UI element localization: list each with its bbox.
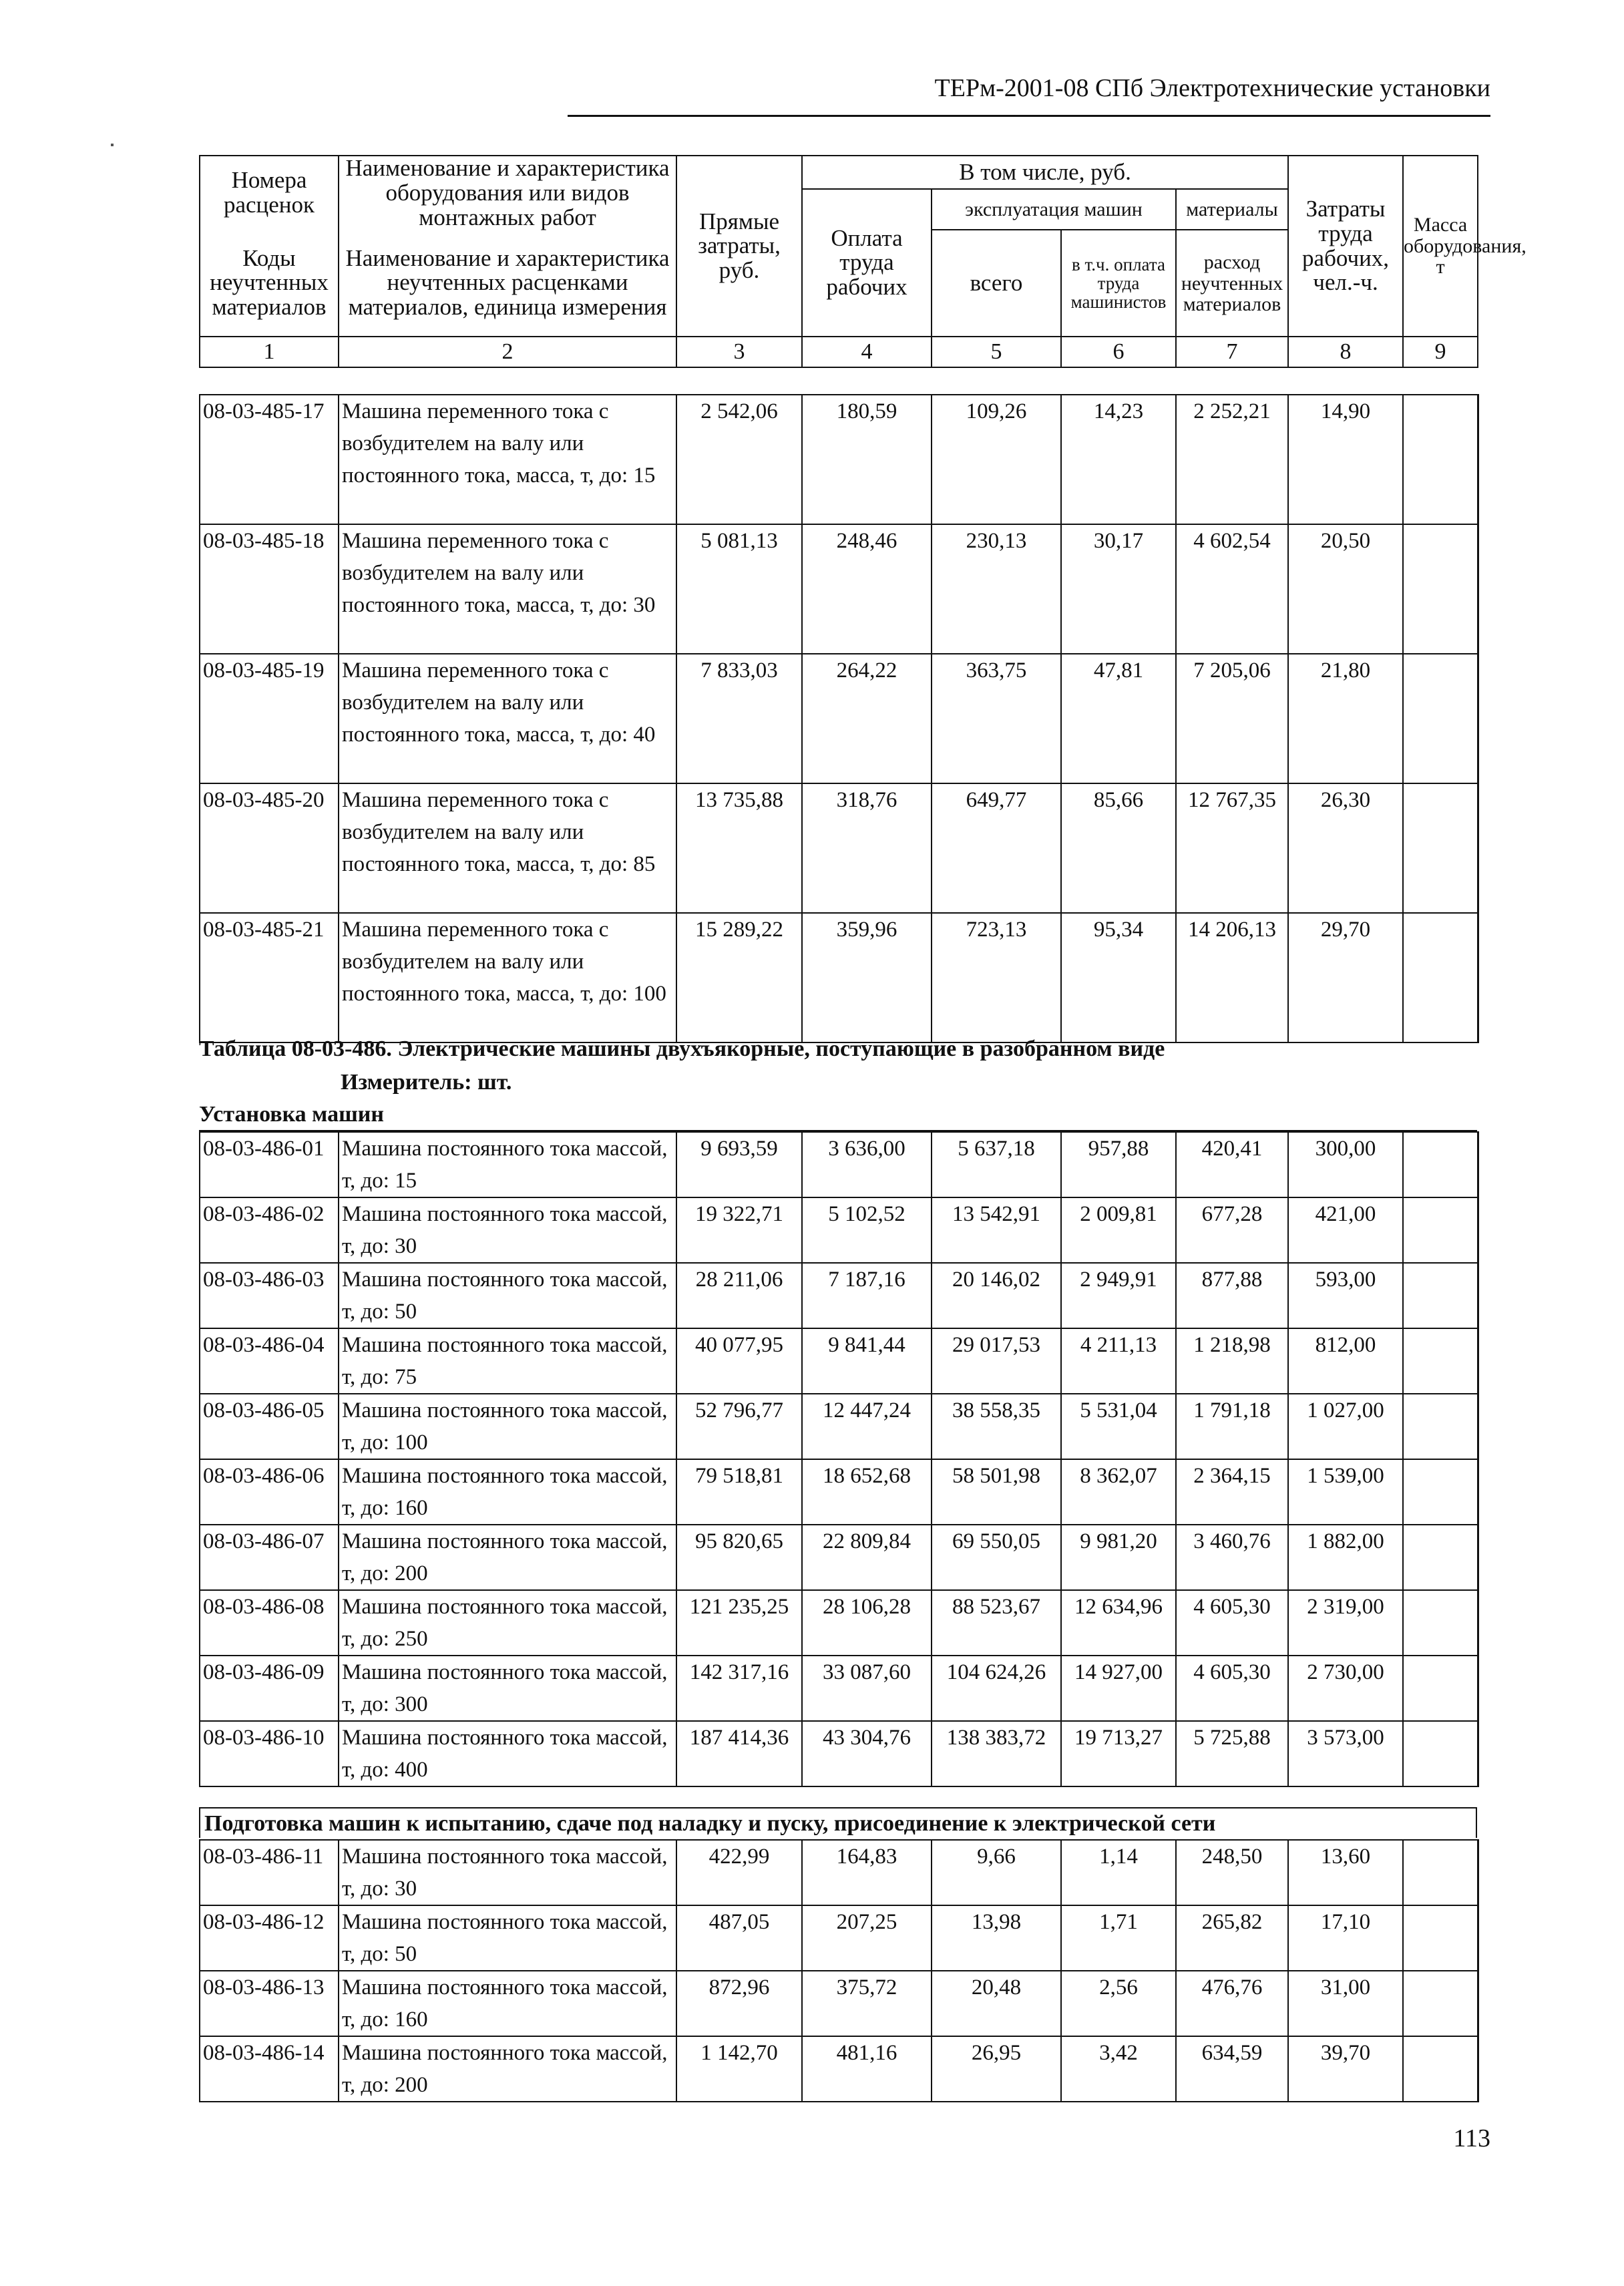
rate-description: Машина переменного тока с возбудителем на валу или постоянного тока, масса, т, до: 30: [339, 524, 676, 654]
rate-description: Машина постоянного тока массой, т, до: 30: [339, 1840, 676, 1905]
labor-hours: 13,60: [1288, 1840, 1403, 1905]
rate-description: Машина постоянного тока массой, т, до: 75: [339, 1328, 676, 1394]
equipment-mass: [1403, 913, 1478, 1042]
equipment-mass: [1403, 1132, 1478, 1197]
machinist-labor: 85,66: [1061, 783, 1176, 913]
table-row: [200, 1971, 1478, 2036]
machine-cost: 649,77: [932, 783, 1061, 913]
table-row: [200, 654, 1478, 783]
machinist-labor: 1,71: [1061, 1905, 1176, 1971]
col-header-machines: эксплуатация машин: [932, 189, 1176, 230]
header-rule: [568, 115, 1490, 117]
direct-cost: 28 211,06: [676, 1263, 802, 1328]
labor-hours: 29,70: [1288, 913, 1403, 1042]
materials-cost: 1 218,98: [1176, 1328, 1288, 1394]
labor-cost: 33 087,60: [802, 1656, 932, 1721]
machine-cost: 13 542,91: [932, 1197, 1061, 1263]
page-header-title: ТЕРм-2001-08 СПб Электротехнические установки: [934, 74, 1490, 102]
section-heading-prep: Подготовка машин к испытанию, сдаче под наладку и пуску, присоединение к электрической сети: [199, 1807, 1477, 1838]
machinist-labor: 9 981,20: [1061, 1525, 1176, 1590]
materials-cost: 4 605,30: [1176, 1590, 1288, 1656]
materials-cost: 420,41: [1176, 1132, 1288, 1197]
table-caption: Таблица 08-03-486. Электрические машины двухъякорные, поступающие в разобранном виде: [199, 1036, 1165, 1061]
labor-cost: 9 841,44: [802, 1328, 932, 1394]
equipment-mass: [1403, 2036, 1478, 2102]
direct-cost: 872,96: [676, 1971, 802, 2036]
equipment-mass: [1403, 1840, 1478, 1905]
rate-description: Машина постоянного тока массой, т, до: 100: [339, 1394, 676, 1459]
direct-cost: 187 414,36: [676, 1721, 802, 1786]
rate-code: 08-03-486-10: [200, 1721, 339, 1786]
col-header-unaccounted: расход неучтенных материалов: [1176, 230, 1288, 337]
labor-cost: 18 652,68: [802, 1459, 932, 1525]
labor-hours: 1 882,00: [1288, 1525, 1403, 1590]
machine-cost: 5 637,18: [932, 1132, 1061, 1197]
machinist-labor: 47,81: [1061, 654, 1176, 783]
machine-cost: 9,66: [932, 1840, 1061, 1905]
col-number: 9: [1403, 337, 1478, 367]
materials-cost: 5 725,88: [1176, 1721, 1288, 1786]
direct-cost: 52 796,77: [676, 1394, 802, 1459]
direct-cost: 7 833,03: [676, 654, 802, 783]
machinist-labor: 5 531,04: [1061, 1394, 1176, 1459]
machine-cost: 20 146,02: [932, 1263, 1061, 1328]
col-header-direct: Прямые затраты, руб.: [676, 156, 802, 337]
direct-cost: 15 289,22: [676, 913, 802, 1042]
col-header-mach-labor: в т.ч. оплата труда машинистов: [1061, 230, 1176, 337]
direct-cost: 2 542,06: [676, 395, 802, 524]
materials-cost: 7 205,06: [1176, 654, 1288, 783]
labor-hours: 421,00: [1288, 1197, 1403, 1263]
rate-description: Машина постоянного тока массой, т, до: 160: [339, 1459, 676, 1525]
materials-cost: 3 460,76: [1176, 1525, 1288, 1590]
machinist-labor: 2 949,91: [1061, 1263, 1176, 1328]
materials-cost: 476,76: [1176, 1971, 1288, 2036]
machine-cost: 88 523,67: [932, 1590, 1061, 1656]
rate-description: Машина постоянного тока массой, т, до: 250: [339, 1590, 676, 1656]
labor-hours: 1 027,00: [1288, 1394, 1403, 1459]
direct-cost: 121 235,25: [676, 1590, 802, 1656]
materials-cost: 2 252,21: [1176, 395, 1288, 524]
table-row: [200, 395, 1478, 524]
labor-hours: 812,00: [1288, 1328, 1403, 1394]
table-486-install: [199, 1131, 1479, 1787]
col-header-labor: Оплата труда рабочих: [802, 189, 932, 337]
rate-description: Машина постоянного тока массой, т, до: 50: [339, 1263, 676, 1328]
machine-cost: 104 624,26: [932, 1656, 1061, 1721]
labor-hours: 39,70: [1288, 2036, 1403, 2102]
materials-cost: 248,50: [1176, 1840, 1288, 1905]
rate-code: 08-03-486-03: [200, 1263, 339, 1328]
machinist-labor: 957,88: [1061, 1132, 1176, 1197]
col-header-group: В том числе, руб.: [802, 156, 1288, 189]
direct-cost: 5 081,13: [676, 524, 802, 654]
machinist-labor: 2 009,81: [1061, 1197, 1176, 1263]
materials-cost: 4 605,30: [1176, 1656, 1288, 1721]
col-number: 4: [802, 337, 932, 367]
rate-code: 08-03-486-07: [200, 1525, 339, 1590]
rate-code: 08-03-486-12: [200, 1905, 339, 1971]
table-row: [200, 1656, 1478, 1721]
labor-hours: 300,00: [1288, 1132, 1403, 1197]
machine-cost: 38 558,35: [932, 1394, 1061, 1459]
machinist-labor: 14 927,00: [1061, 1656, 1176, 1721]
table-485: [199, 394, 1479, 1043]
equipment-mass: [1403, 1590, 1478, 1656]
direct-cost: 9 693,59: [676, 1132, 802, 1197]
labor-cost: 359,96: [802, 913, 932, 1042]
equipment-mass: [1403, 1263, 1478, 1328]
labor-hours: 2 319,00: [1288, 1590, 1403, 1656]
machine-cost: 26,95: [932, 2036, 1061, 2102]
col-number: 8: [1288, 337, 1403, 367]
table-row: [200, 913, 1478, 1042]
machinist-labor: 4 211,13: [1061, 1328, 1176, 1394]
direct-cost: 142 317,16: [676, 1656, 802, 1721]
labor-hours: 1 539,00: [1288, 1459, 1403, 1525]
col-header-name: Наименование и характеристика оборудования или видов монтажных работ: [339, 156, 676, 230]
rate-code: 08-03-486-01: [200, 1132, 339, 1197]
direct-cost: 422,99: [676, 1840, 802, 1905]
table-row: [200, 2036, 1478, 2102]
labor-hours: 17,10: [1288, 1905, 1403, 1971]
equipment-mass: [1403, 1525, 1478, 1590]
table-meter: Измеритель: шт.: [341, 1070, 512, 1095]
rate-code: 08-03-485-20: [200, 783, 339, 913]
rate-code: 08-03-486-05: [200, 1394, 339, 1459]
table-row: [200, 1721, 1478, 1786]
labor-cost: 264,22: [802, 654, 932, 783]
materials-cost: 14 206,13: [1176, 913, 1288, 1042]
equipment-mass: [1403, 1394, 1478, 1459]
machinist-labor: 2,56: [1061, 1971, 1176, 2036]
materials-cost: 4 602,54: [1176, 524, 1288, 654]
labor-hours: 2 730,00: [1288, 1656, 1403, 1721]
equipment-mass: [1403, 654, 1478, 783]
rate-code: 08-03-486-06: [200, 1459, 339, 1525]
rate-code: 08-03-486-13: [200, 1971, 339, 2036]
labor-cost: 375,72: [802, 1971, 932, 2036]
labor-cost: 164,83: [802, 1840, 932, 1905]
machinist-labor: 14,23: [1061, 395, 1176, 524]
col-number: 5: [932, 337, 1061, 367]
labor-cost: 22 809,84: [802, 1525, 932, 1590]
materials-cost: 877,88: [1176, 1263, 1288, 1328]
machine-cost: 109,26: [932, 395, 1061, 524]
col-number: 2: [339, 337, 676, 367]
col-header-materials: материалы: [1176, 189, 1288, 230]
rate-description: Машина постоянного тока массой, т, до: 200: [339, 1525, 676, 1590]
page-number: 113: [1453, 2124, 1490, 2152]
equipment-mass: [1403, 1328, 1478, 1394]
labor-cost: 3 636,00: [802, 1132, 932, 1197]
table-row: [200, 1328, 1478, 1394]
rate-description: Машина постоянного тока массой, т, до: 30: [339, 1197, 676, 1263]
machinist-labor: 8 362,07: [1061, 1459, 1176, 1525]
labor-hours: 31,00: [1288, 1971, 1403, 2036]
equipment-mass: [1403, 395, 1478, 524]
machine-cost: 138 383,72: [932, 1721, 1061, 1786]
rate-description: Машина постоянного тока массой, т, до: 400: [339, 1721, 676, 1786]
rate-code: 08-03-485-21: [200, 913, 339, 1042]
table-row: [200, 1197, 1478, 1263]
col-number: 1: [200, 337, 339, 367]
table-row: [200, 1905, 1478, 1971]
direct-cost: 19 322,71: [676, 1197, 802, 1263]
table-row: [200, 1132, 1478, 1197]
machine-cost: 20,48: [932, 1971, 1061, 2036]
materials-cost: 12 767,35: [1176, 783, 1288, 913]
labor-cost: 481,16: [802, 2036, 932, 2102]
machine-cost: 29 017,53: [932, 1328, 1061, 1394]
labor-cost: 180,59: [802, 395, 932, 524]
equipment-mass: [1403, 1656, 1478, 1721]
direct-cost: 1 142,70: [676, 2036, 802, 2102]
materials-cost: 1 791,18: [1176, 1394, 1288, 1459]
equipment-mass: [1403, 1721, 1478, 1786]
rate-code: 08-03-486-11: [200, 1840, 339, 1905]
direct-cost: 40 077,95: [676, 1328, 802, 1394]
machine-cost: 230,13: [932, 524, 1061, 654]
machine-cost: 58 501,98: [932, 1459, 1061, 1525]
rate-code: 08-03-485-19: [200, 654, 339, 783]
rate-description: Машина постоянного тока массой, т, до: 50: [339, 1905, 676, 1971]
table-row: [200, 1394, 1478, 1459]
col-header-codes: Номера расценок: [200, 156, 339, 230]
labor-cost: 207,25: [802, 1905, 932, 1971]
labor-cost: 28 106,28: [802, 1590, 932, 1656]
table-row: [200, 524, 1478, 654]
rate-description: Машина переменного тока с возбудителем на валу или постоянного тока, масса, т, до: 100: [339, 913, 676, 1042]
rate-code: 08-03-486-08: [200, 1590, 339, 1656]
rate-code: 08-03-486-09: [200, 1656, 339, 1721]
labor-cost: 5 102,52: [802, 1197, 932, 1263]
rate-description: Машина переменного тока с возбудителем на валу или постоянного тока, масса, т, до: 85: [339, 783, 676, 913]
table-486-prep: [199, 1839, 1479, 2102]
machine-cost: 363,75: [932, 654, 1061, 783]
direct-cost: 95 820,65: [676, 1525, 802, 1590]
labor-hours: 3 573,00: [1288, 1721, 1403, 1786]
col-header-hours: Затраты труда рабочих, чел.-ч.: [1288, 156, 1403, 337]
table-row: [200, 783, 1478, 913]
labor-hours: 26,30: [1288, 783, 1403, 913]
col-number: 7: [1176, 337, 1288, 367]
rate-description: Машина переменного тока с возбудителем на валу или постоянного тока, масса, т, до: 40: [339, 654, 676, 783]
rate-description: Машина постоянного тока массой, т, до: 15: [339, 1132, 676, 1197]
rate-code: 08-03-486-02: [200, 1197, 339, 1263]
equipment-mass: [1403, 1905, 1478, 1971]
col-header-material-codes: Коды неучтенных материалов: [200, 230, 339, 337]
equipment-mass: [1403, 1459, 1478, 1525]
direct-cost: 79 518,81: [676, 1459, 802, 1525]
labor-hours: 20,50: [1288, 524, 1403, 654]
rate-code: 08-03-485-18: [200, 524, 339, 654]
table-row: [200, 1590, 1478, 1656]
labor-cost: 248,46: [802, 524, 932, 654]
equipment-mass: [1403, 1971, 1478, 2036]
machinist-labor: 19 713,27: [1061, 1721, 1176, 1786]
table-row: [200, 1459, 1478, 1525]
machine-cost: 723,13: [932, 913, 1061, 1042]
labor-cost: 12 447,24: [802, 1394, 932, 1459]
direct-cost: 487,05: [676, 1905, 802, 1971]
labor-hours: 14,90: [1288, 395, 1403, 524]
col-header-material-name: Наименование и характеристика неучтенных расценками материалов, единица измерения: [339, 230, 676, 337]
table-row: [200, 1263, 1478, 1328]
labor-cost: 43 304,76: [802, 1721, 932, 1786]
materials-cost: 2 364,15: [1176, 1459, 1288, 1525]
direct-cost: 13 735,88: [676, 783, 802, 913]
labor-cost: 7 187,16: [802, 1263, 932, 1328]
equipment-mass: [1403, 1197, 1478, 1263]
scan-speck: [111, 144, 114, 146]
rate-code: 08-03-486-14: [200, 2036, 339, 2102]
rate-description: Машина постоянного тока массой, т, до: 300: [339, 1656, 676, 1721]
machinist-labor: 3,42: [1061, 2036, 1176, 2102]
section-heading-install: Установка машин: [199, 1102, 384, 1127]
machinist-labor: 30,17: [1061, 524, 1176, 654]
col-header-mach-total: всего: [932, 230, 1061, 337]
labor-cost: 318,76: [802, 783, 932, 913]
labor-hours: 593,00: [1288, 1263, 1403, 1328]
rate-description: Машина постоянного тока массой, т, до: 200: [339, 2036, 676, 2102]
materials-cost: 634,59: [1176, 2036, 1288, 2102]
materials-cost: 265,82: [1176, 1905, 1288, 1971]
equipment-mass: [1403, 783, 1478, 913]
col-number: 3: [676, 337, 802, 367]
col-number: 6: [1061, 337, 1176, 367]
machine-cost: 69 550,05: [932, 1525, 1061, 1590]
materials-cost: 677,28: [1176, 1197, 1288, 1263]
machinist-labor: 1,14: [1061, 1840, 1176, 1905]
machine-cost: 13,98: [932, 1905, 1061, 1971]
column-header-table: [199, 155, 1527, 368]
col-header-mass: Масса оборудования, т: [1403, 156, 1478, 337]
rate-description: Машина переменного тока с возбудителем на валу или постоянного тока, масса, т, до: 15: [339, 395, 676, 524]
table-row: [200, 1840, 1478, 1905]
labor-hours: 21,80: [1288, 654, 1403, 783]
rate-description: Машина постоянного тока массой, т, до: 160: [339, 1971, 676, 2036]
machinist-labor: 95,34: [1061, 913, 1176, 1042]
machinist-labor: 12 634,96: [1061, 1590, 1176, 1656]
rate-code: 08-03-485-17: [200, 395, 339, 524]
table-row: [200, 1525, 1478, 1590]
equipment-mass: [1403, 524, 1478, 654]
rate-code: 08-03-486-04: [200, 1328, 339, 1394]
